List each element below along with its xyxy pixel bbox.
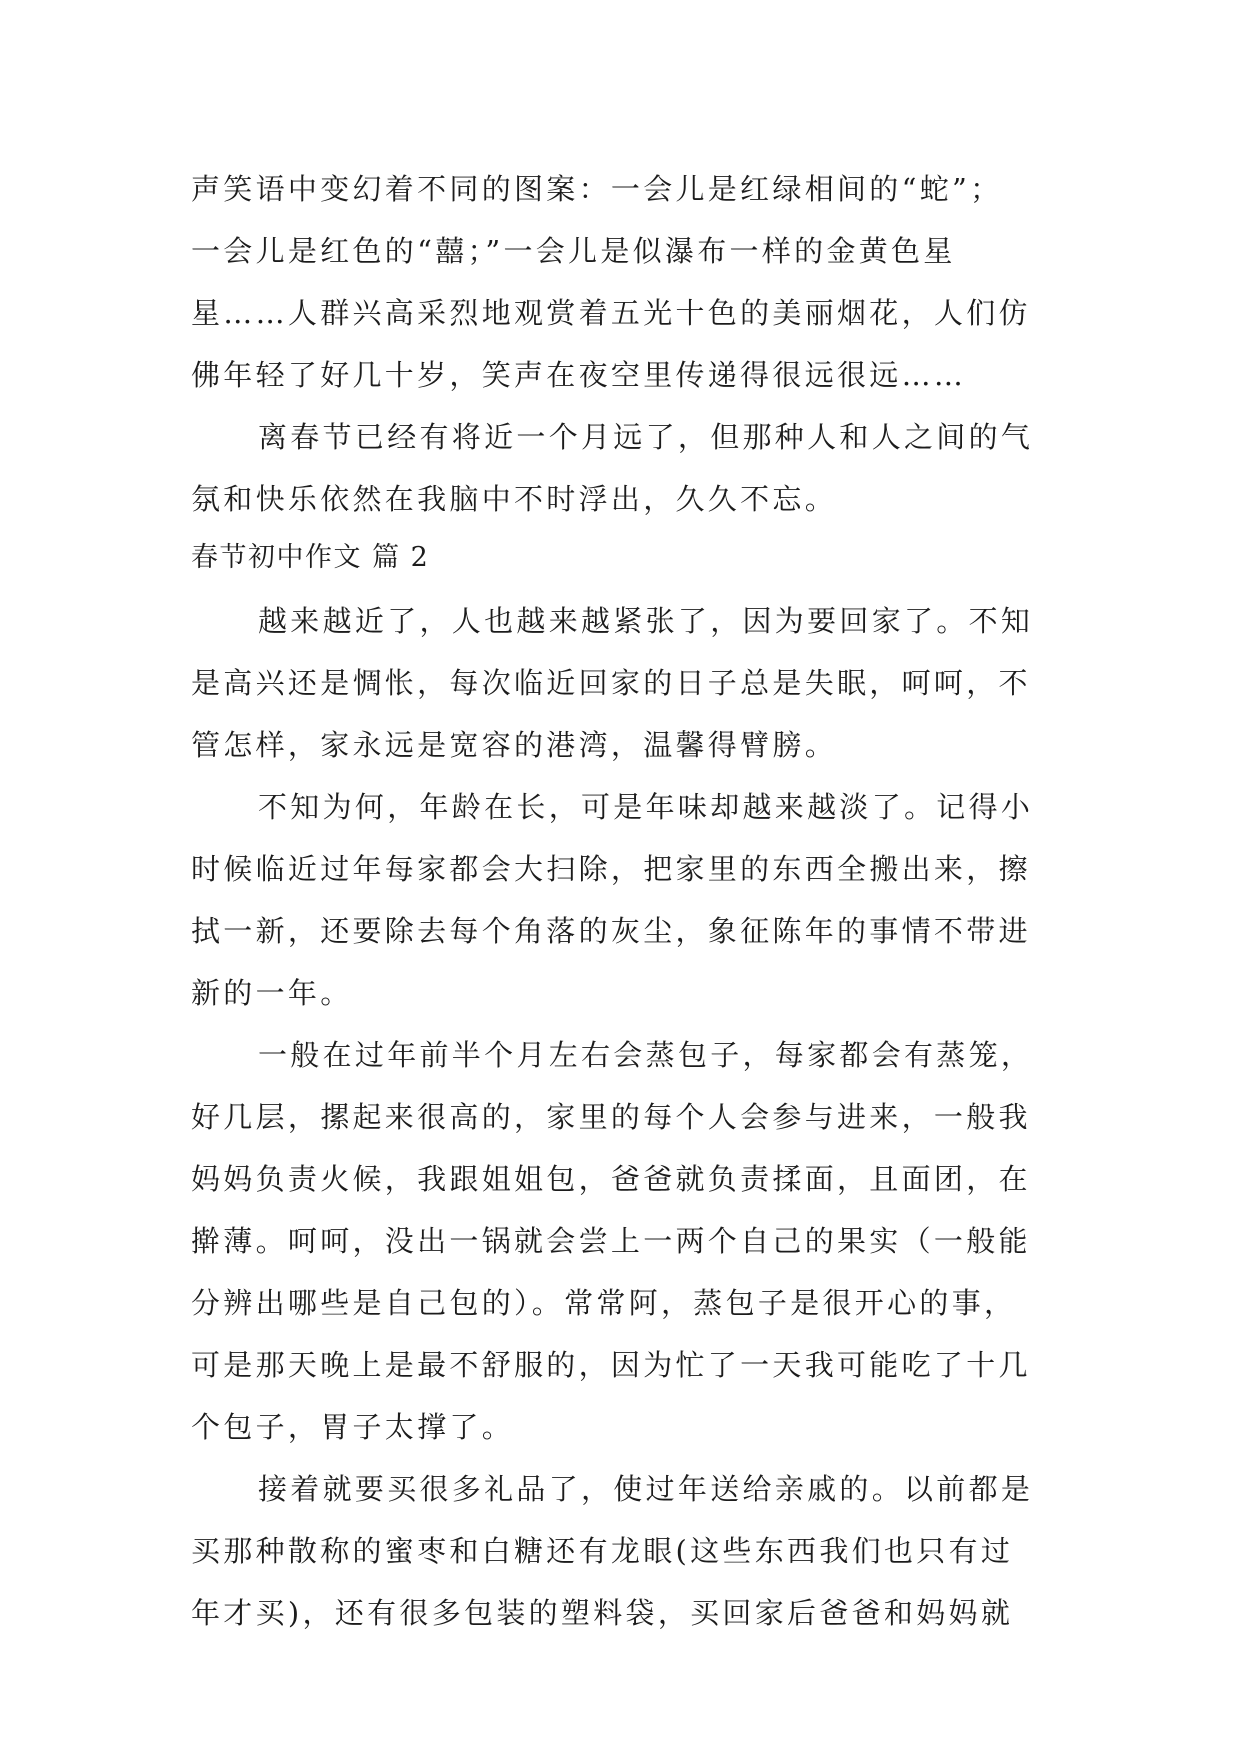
body-line: 声笑语中变幻着不同的图案：一会儿是红绿相间的“蛇”； — [191, 172, 1003, 206]
body-line: 可是那天晚上是最不舒服的，因为忙了一天我可能吃了十几 — [191, 1348, 1031, 1382]
body-line: 分辨出哪些是自己包的）。常常阿，蒸包子是很开心的事， — [191, 1286, 1017, 1320]
body-line: 管怎样，家永远是宽容的港湾，温馨得臂膀。 — [191, 728, 838, 762]
section-heading: 春节初中作文 篇 2 — [191, 542, 430, 573]
body-line: 买那种散称的蜜枣和白糖还有龙眼(这些东西我们也只有过 — [191, 1534, 1014, 1568]
document-body — [191, 158, 1061, 1644]
body-line: 拭一新，还要除去每个角落的灰尘，象征陈年的事情不带进 — [191, 914, 1031, 948]
body-line: 年才买)，还有很多包装的塑料袋，买回家后爸爸和妈妈就 — [191, 1596, 1014, 1630]
body-line: 氛和快乐依然在我脑中不时浮出，久久不忘。 — [191, 482, 838, 516]
body-line: 一会儿是红色的“囍；”一会儿是似瀑布一样的金黄色星 — [191, 234, 956, 268]
body-line: 星……人群兴高采烈地观赏着五光十色的美丽烟花，人们仿 — [191, 296, 1031, 330]
paragraph-first-line: 不知为何，年龄在长，可是年味却越来越淡了。记得小 — [258, 790, 1034, 824]
body-line: 擀薄。呵呵，没出一锅就会尝上一两个自己的果实（一般能 — [191, 1224, 1031, 1258]
paragraph-first-line: 接着就要买很多礼品了，使过年送给亲戚的。以前都是 — [258, 1472, 1034, 1506]
body-line: 妈妈负责火候，我跟姐姐包，爸爸就负责揉面，且面团，在 — [191, 1162, 1031, 1196]
body-line: 是高兴还是惆怅，每次临近回家的日子总是失眠，呵呵，不 — [191, 666, 1031, 700]
paragraph-first-line: 越来越近了，人也越来越紧张了，因为要回家了。不知 — [258, 604, 1034, 638]
body-line: 个包子，胃子太撑了。 — [191, 1410, 515, 1444]
body-line: 好几层，摞起来很高的，家里的每个人会参与进来，一般我 — [191, 1100, 1031, 1134]
body-line: 时候临近过年每家都会大扫除，把家里的东西全搬出来，擦 — [191, 852, 1031, 886]
paragraph-first-line: 离春节已经有将近一个月远了，但那种人和人之间的气 — [258, 420, 1034, 454]
body-line: 新的一年。 — [191, 976, 353, 1010]
paragraph-first-line: 一般在过年前半个月左右会蒸包子，每家都会有蒸笼， — [258, 1038, 1034, 1072]
body-line: 佛年轻了好几十岁，笑声在夜空里传递得很远很远…… — [191, 358, 967, 392]
